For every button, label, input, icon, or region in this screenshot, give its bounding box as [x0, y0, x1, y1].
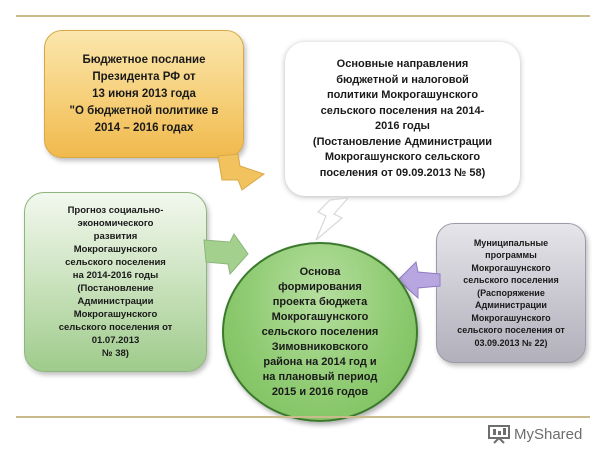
center-line: 2015 и 2016 годов [271, 385, 369, 398]
center-line: Основа [299, 265, 341, 278]
forecast-line: экономического [77, 218, 154, 229]
presidential-message-line: Президента РФ от [92, 70, 196, 83]
center-line: формирования [278, 280, 362, 293]
white-arrow [308, 196, 356, 244]
forecast-line: Администрации [77, 296, 154, 307]
bottom-divider [16, 416, 590, 418]
forecast-line: 01.07.2013 [91, 335, 140, 346]
municipal-programs-line: сельского поселения [463, 275, 559, 286]
logo-text: MyShared [514, 425, 583, 443]
center-line: на плановый период [262, 370, 378, 383]
forecast-line: сельского поселения от [58, 322, 173, 333]
presidential-message-line: 13 июня 2013 года [92, 87, 196, 100]
municipal-programs-line: Мокрогашунского [471, 262, 551, 273]
forecast-line: развития [93, 231, 138, 242]
center-line: Зимовниковского [271, 340, 369, 353]
municipal-programs-line: программы [485, 250, 537, 261]
center-line: района на 2014 год и [263, 355, 377, 368]
municipal-programs-line: (Распоряжение [477, 287, 545, 298]
main-directions-line: Основные направления [336, 58, 469, 70]
presidential-message-line: 2014 – 2016 годах [94, 121, 194, 134]
main-directions-line: политики Мокрогашунского [326, 89, 479, 101]
top-divider [16, 15, 590, 17]
main-directions-line: (Постановление Администрации [312, 135, 493, 148]
myshared-logo[interactable] [488, 424, 582, 444]
municipal-programs-line: 03.09.2013 № 22) [474, 337, 548, 348]
presentation-icon [488, 424, 510, 444]
main-directions-line: 2016 годы [375, 120, 430, 132]
orange-arrow [212, 150, 272, 200]
forecast-line: на 2014-2016 годы [72, 270, 159, 281]
municipal-programs-box [436, 223, 586, 363]
forecast-line: Мокрогашунского [73, 244, 158, 255]
forecast-line: сельского поселения [65, 257, 166, 268]
municipal-programs-line: сельского поселения от [457, 325, 565, 336]
presidential-message-line: "О бюджетной политике в [69, 104, 219, 117]
center-ellipse [222, 242, 418, 422]
municipal-programs-line: Мокрогашунского [471, 312, 551, 323]
forecast-line: Мокрогашунского [73, 309, 158, 320]
municipal-programs-line: Муниципальные [473, 237, 549, 248]
center-line: проекта бюджета [272, 295, 368, 308]
main-directions-line: Мокрогашунского сельского [324, 151, 481, 163]
main-directions-box [285, 42, 520, 196]
presidential-message-line: Бюджетное послание [82, 53, 206, 66]
center-line: Мокрогашунского [271, 310, 369, 323]
main-directions-line: бюджетной и налоговой [336, 73, 469, 86]
municipal-programs-line: Администрации [475, 300, 547, 311]
forecast-line: № 38) [102, 348, 129, 359]
main-directions-line: сельского поселения на 2014- [320, 104, 485, 117]
center-line: сельского поселения [261, 325, 379, 338]
forecast-line: (Постановление [77, 283, 154, 294]
forecast-box [24, 192, 207, 372]
presidential-message-box [44, 30, 244, 158]
main-directions-line: поселения от 09.09.2013 № 58) [319, 166, 486, 179]
forecast-line: Прогноз социально- [67, 205, 164, 216]
